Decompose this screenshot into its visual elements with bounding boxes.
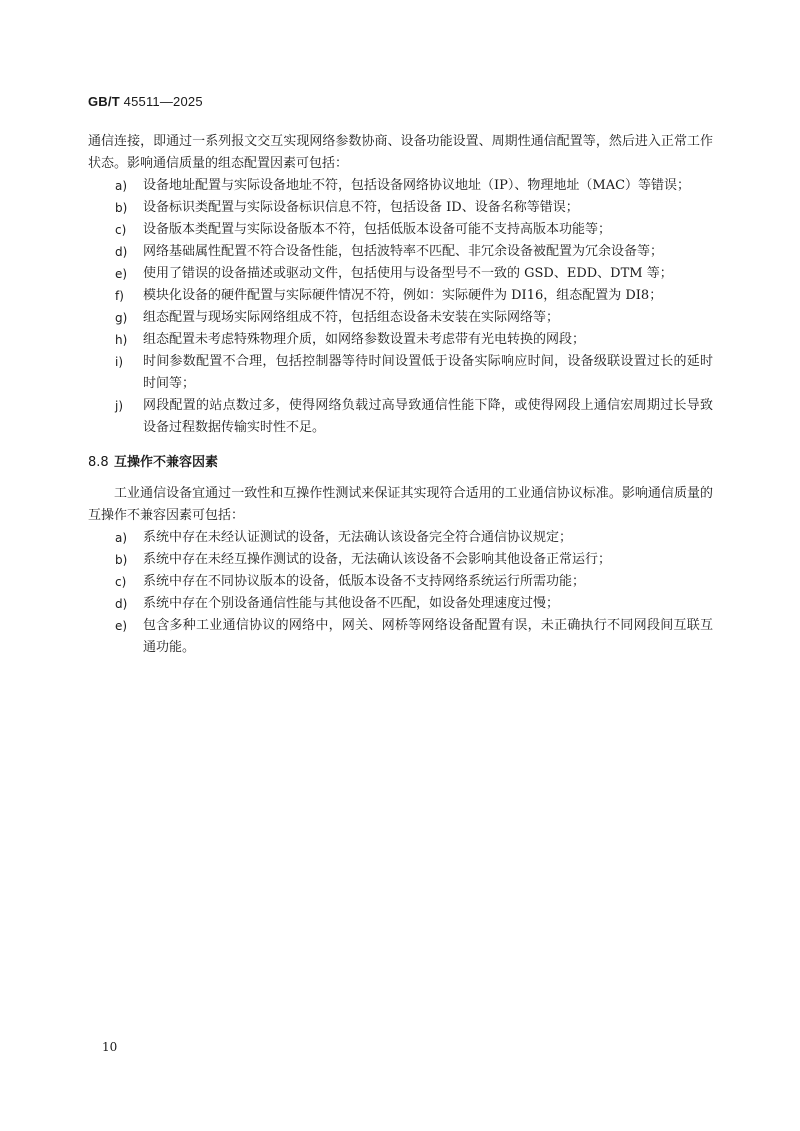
interop-factor-list — [88, 527, 713, 659]
list-item — [88, 329, 713, 351]
section-number: 8.8 — [88, 455, 109, 470]
list-item — [88, 351, 713, 395]
list-marker: d) — [115, 245, 128, 259]
list-item-text: 包含多种工业通信协议的网络中，网关、网桥等网络设备配置有误，未正确执行不同网段间互联互通功能。 — [143, 618, 713, 655]
list-item-text: 组态配置未考虑特殊物理介质，如网络参数设置未考虑带有光电转换的网段； — [143, 332, 586, 347]
list-item — [88, 241, 713, 263]
config-factor-list — [88, 175, 713, 439]
list-item — [88, 175, 713, 197]
list-item — [88, 395, 713, 439]
list-item-text: 系统中存在个别设备通信性能与其他设备不匹配，如设备处理速度过慢； — [143, 596, 560, 611]
list-item-text: 网段配置的站点数过多，使得网络负载过高导致通信性能下降，或使得网段上通信宏周期过长导致设备过程数据传输实时性不足。 — [143, 398, 713, 435]
list-item — [88, 219, 713, 241]
list-item-text: 系统中存在未经认证测试的设备，无法确认该设备完全符合通信协议规定； — [143, 530, 573, 545]
list-marker: a) — [115, 179, 128, 193]
list-marker: c) — [115, 223, 127, 237]
list-marker: g) — [115, 311, 128, 325]
list-item-text: 网络基础属性配置不符合设备性能，包括波特率不匹配、非冗余设备被配置为冗余设备等； — [143, 244, 664, 259]
list-item-text: 设备地址配置与实际设备地址不符，包括设备网络协议地址（IP）、物理地址（MAC）等错误； — [143, 178, 691, 193]
list-marker: j) — [115, 399, 124, 413]
list-item — [88, 549, 713, 571]
list-marker: b) — [115, 553, 128, 567]
section-title: 互操作不兼容因素 — [114, 455, 219, 470]
list-item — [88, 615, 713, 659]
list-item-text: 时间参数配置不合理，包括控制器等待时间设置低于设备实际响应时间，设备级联设置过长的延时时间等； — [143, 354, 713, 391]
list-marker: e) — [115, 267, 128, 281]
list-item-text: 系统中存在未经互操作测试的设备，无法确认该设备不会影响其他设备正常运行； — [143, 552, 612, 567]
list-marker: b) — [115, 201, 128, 215]
list-item-text: 组态配置与现场实际网络组成不符，包括组态设备未安装在实际网络等； — [143, 310, 560, 325]
list-marker: a) — [115, 531, 128, 545]
section-intro-paragraph: 工业通信设备宜通过一致性和互操作性测试来保证其实现符合适用的工业通信协议标准。影响通信质量的互操作不兼容因素可包括： — [88, 486, 713, 523]
standard-code: GB/T — [88, 94, 120, 109]
list-item — [88, 197, 713, 219]
list-item-text: 使用了错误的设备描述或驱动文件，包括使用与设备型号不一致的 GSD、EDD、DTM 等； — [143, 266, 673, 281]
intro-paragraph: 通信连接，即通过一系列报文交互实现网络参数协商、设备功能设置、周期性通信配置等，然后进入正常工作状态。影响通信质量的组态配置因素可包括： — [88, 134, 713, 171]
section-heading — [88, 452, 713, 474]
list-item-text: 系统中存在不同协议版本的设备，低版本设备不支持网络系统运行所需功能； — [143, 574, 586, 589]
list-marker: i) — [115, 355, 124, 369]
list-item-text: 设备版本类配置与实际设备版本不符，包括低版本设备可能不支持高版本功能等； — [143, 222, 612, 237]
page-content — [88, 131, 713, 659]
list-marker: c) — [115, 575, 127, 589]
list-item — [88, 571, 713, 593]
list-item — [88, 527, 713, 549]
list-item — [88, 263, 713, 285]
list-item-text: 模块化设备的硬件配置与实际硬件情况不符，例如：实际硬件为 DI16，组态配置为 DI8； — [143, 288, 663, 303]
list-marker: f) — [115, 289, 124, 303]
page-number: 10 — [102, 1040, 118, 1054]
list-item — [88, 307, 713, 329]
list-marker: d) — [115, 597, 128, 611]
standard-number: 45511—2025 — [123, 94, 203, 109]
list-marker: h) — [115, 333, 128, 347]
list-item-text: 设备标识类配置与实际设备标识信息不符，包括设备 ID、设备名称等错误； — [143, 200, 579, 215]
list-item — [88, 593, 713, 615]
list-marker: e) — [115, 619, 128, 633]
list-item — [88, 285, 713, 307]
document-header — [88, 94, 203, 109]
